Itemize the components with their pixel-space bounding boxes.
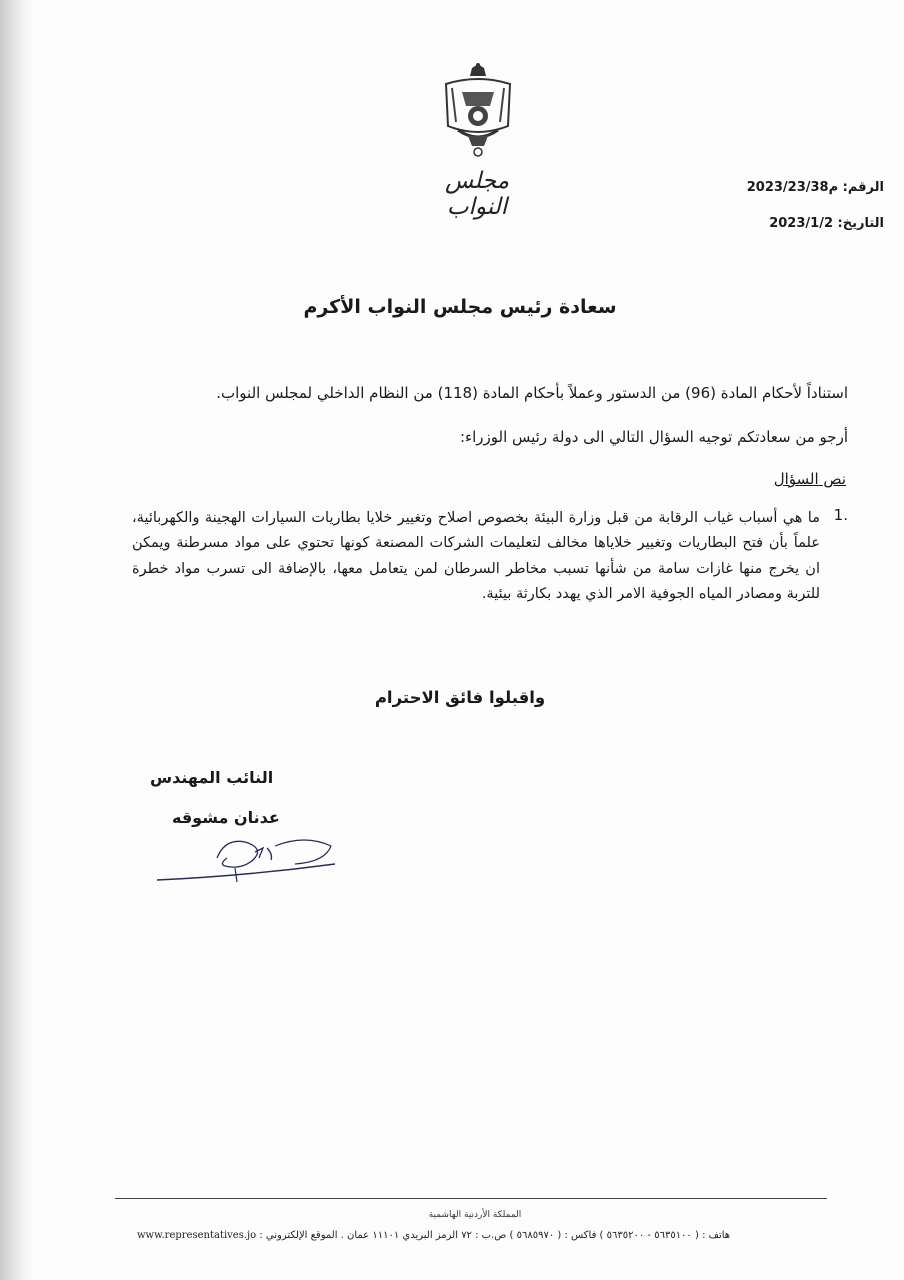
question-text: ما هي أسباب غياب الرقابة من قبل وزارة البيئة بخصوص اصلاح وتغيير خلايا بطاريات السيارات الهجينة والكهربائية، علماً بأن فتح البطاريات وتغيير خلاياها مخالف لتعليمات الشركات المصنعة كونها تحتوي على مواد مسرطنة ويمكن ان يخرج منها غازات سامة من شأنها تسبب مخاطر السرطان لمن يتعامل معها، بالإضافة الى تسرب مواد خطرة للتربة ومصادر المياه الجوفية الامر الذي يهدد بكارثة بيئية.: [132, 510, 820, 603]
question-number: .1: [833, 506, 848, 524]
signatory-title: النائب المهندس: [150, 768, 274, 787]
footer-contact-line: [137, 1230, 730, 1241]
website-link[interactable]: www.representatives.jo: [137, 1230, 257, 1241]
contact-details: هاتف : ( ٥٦٣٥١٠٠ - ٥٦٣٥٢٠٠ ) فاكس : ( ٥٦٨٥٩٧٠ ) ص.ب : ٧٢ الرمز البريدي ١١١٠١ عمان . الموقع الإلكتروني :: [259, 1230, 731, 1241]
council-name-logo: مجلس النواب: [444, 168, 510, 220]
handwritten-signature: [155, 828, 340, 888]
reference-label: الرقم:: [842, 180, 884, 195]
date-label: التاريخ:: [837, 216, 884, 231]
signatory-name: عدنان مشوقه: [172, 808, 280, 827]
question-heading: نص السؤال: [773, 470, 846, 488]
paragraph-legal-basis: استناداً لأحكام المادة (96) من الدستور وعملاً بأحكام المادة (118) من النظام الداخلي لمجلس النواب.: [216, 384, 848, 402]
letter-date: [769, 216, 884, 231]
date-value: 2023/1/2: [769, 216, 833, 231]
footer-divider: [115, 1198, 827, 1199]
footer-org-name: المملكة الأردنية الهاشمية: [428, 1210, 522, 1220]
closing-phrase: واقبلوا فائق الاحترام: [374, 688, 546, 707]
reference-value: م2023/23/38: [746, 180, 839, 195]
paragraph-request: أرجو من سعادتكم توجيه السؤال التالي الى دولة رئيس الوزراء:: [460, 428, 848, 446]
reference-number: [747, 180, 884, 195]
scan-edge-shadow: [0, 0, 34, 1280]
salutation: سعادة رئيس مجلس النواب الأكرم: [303, 296, 617, 318]
coat-of-arms-icon: [438, 62, 518, 162]
